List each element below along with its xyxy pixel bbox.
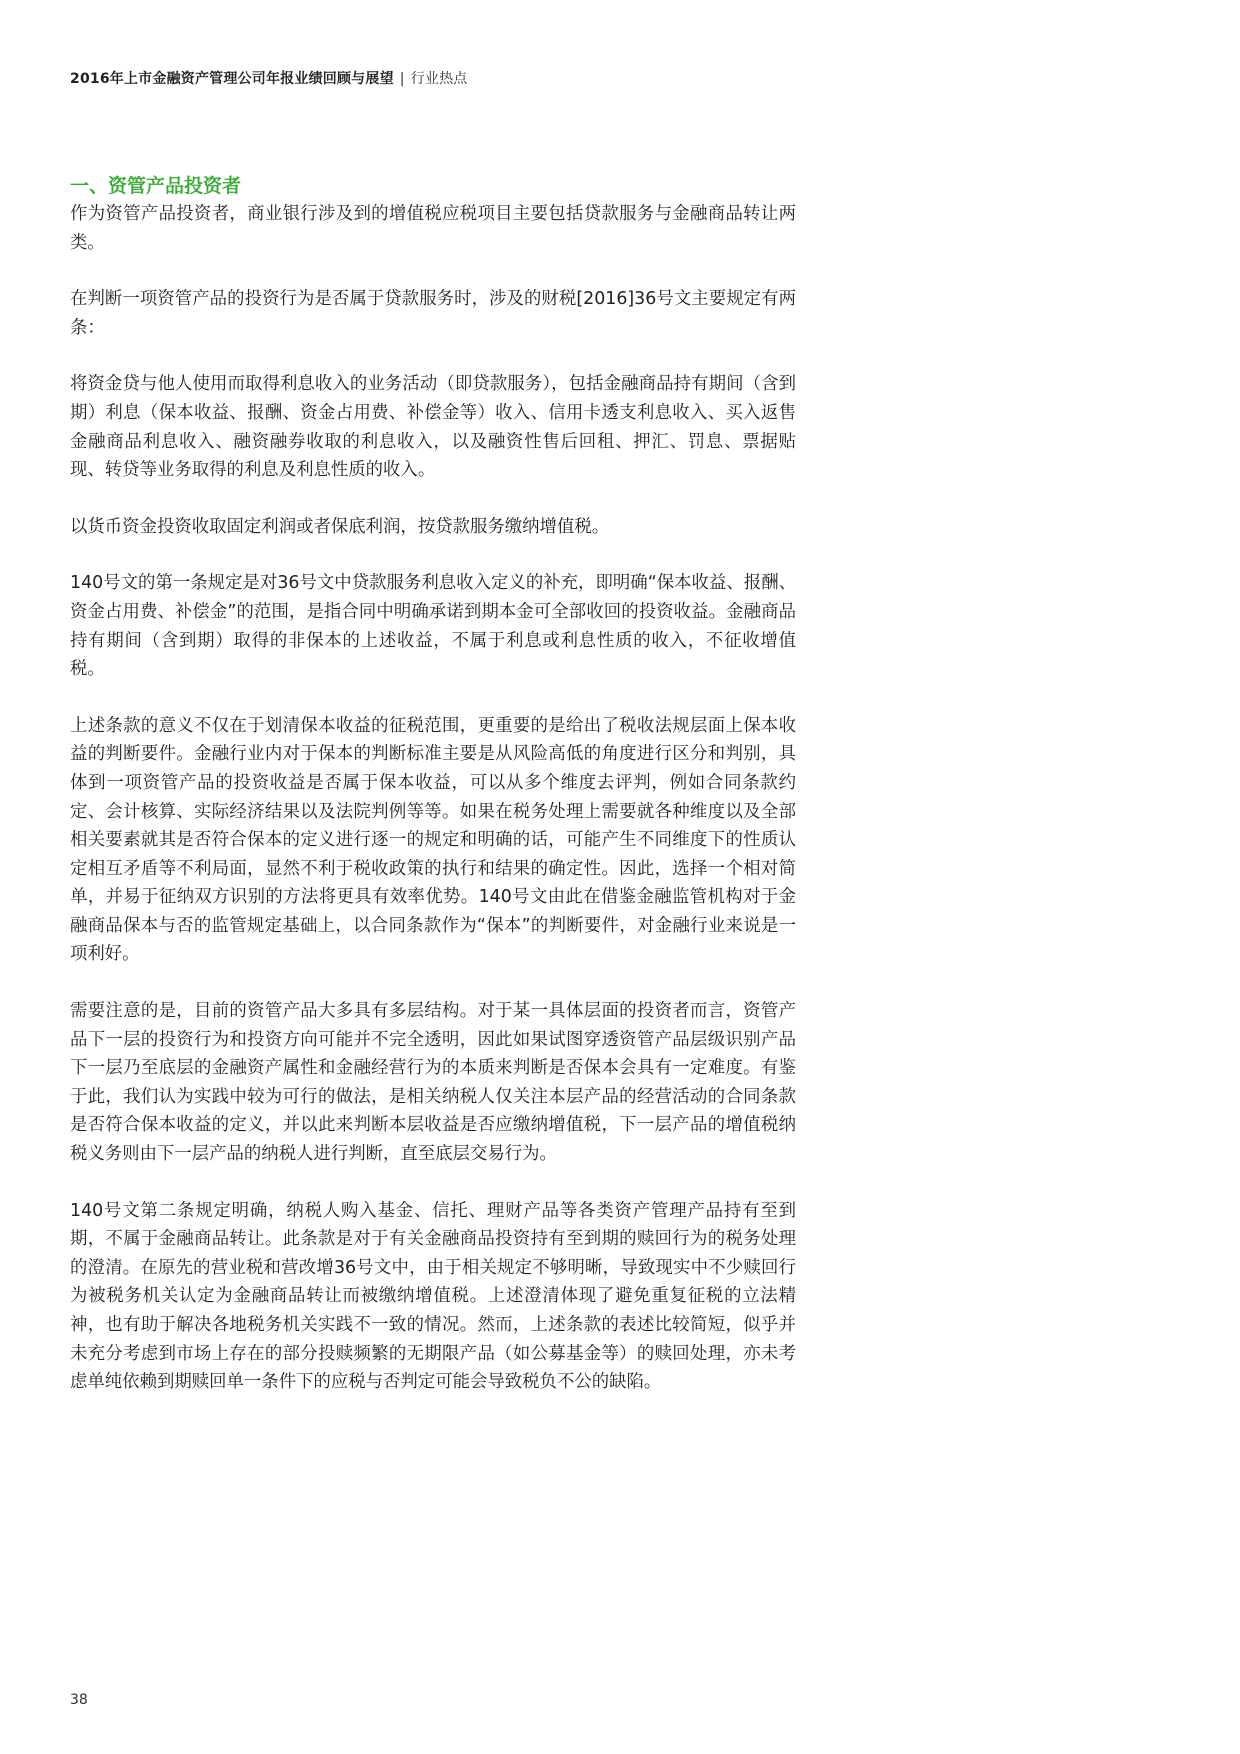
- section-heading: 一、资管产品投资者: [70, 175, 242, 197]
- paragraph-3: 将资金贷与他人使用而取得利息收入的业务活动（即贷款服务），包括金融商品持有期间（含到期）利息（保本收益、报酬、资金占用费、补偿金等）收入、信用卡透支利息收入、买入返售金融商品利息收入、融资融券收取的利息收入，以及融资性售后回租、押汇、罚息、票据贴现、转贷等业务取得的利息及利息性质的收入。: [70, 374, 796, 481]
- section-label: 行业热点: [410, 71, 468, 87]
- report-title: 2016年上市金融资产管理公司年报业绩回顾与展望: [70, 71, 394, 87]
- paragraph-1: 作为资管产品投资者，商业银行涉及到的增值税应税项目主要包括贷款服务与金融商品转让两类。: [70, 204, 796, 253]
- paragraph-2: 在判断一项资管产品的投资行为是否属于贷款服务时，涉及的财税[2016]36号文主要规定有两条：: [70, 289, 796, 338]
- article-body: [70, 172, 796, 1425]
- running-header: [70, 68, 468, 88]
- paragraph-5: 140号文的第一条规定是对36号文中贷款服务利息收入定义的补充，即明确“保本收益、报酬、资金占用费、补偿金”的范围，是指合同中明确承诺到期本金可全部收回的投资收益。金融商品持有期间（含到期）取得的非保本的上述收益，不属于利息或利息性质的收入，不征收增值税。: [70, 573, 796, 680]
- page-number: 38: [70, 1692, 88, 1708]
- paragraph-8: 140号文第二条规定明确，纳税人购入基金、信托、理财产品等各类资产管理产品持有至到期，不属于金融商品转让。此条款是对于有关金融商品投资持有至到期的赎回行为的税务处理的澄清。在原先的营业税和营改增36号文中，由于相关规定不够明晰，导致现实中不少赎回行为被税务机关认定为金融商品转让而被缴纳增值税。上述澄清体现了避免重复征税的立法精神，也有助于解决各地税务机关实践不一致的情况。然而，上述条款的表述比较简短，似乎并未充分考虑到市场上存在的部分投赎频繁的无期限产品（如公募基金等）的赎回处理，亦未考虑单纯依赖到期赎回单一条件下的应税与否判定可能会导致税负不公的缺陷。: [70, 1200, 796, 1393]
- paragraph-4: 以货币资金投资收取固定利润或者保底利润，按贷款服务缴纳增值税。: [70, 516, 610, 537]
- header-separator: |: [399, 71, 405, 87]
- paragraph-6: 上述条款的意义不仅在于划清保本收益的征税范围，更重要的是给出了税收法规层面上保本收益的判断要件。金融行业内对于保本的判断标准主要是从风险高低的角度进行区分和判别，具体到一项资管产品的投资收益是否属于保本收益，可以从多个维度去评判，例如合同条款约定、会计核算、实际经济结果以及法院判例等等。如果在税务处理上需要就各种维度以及全部相关要素就其是否符合保本的定义进行逐一的规定和明确的话，可能产生不同维度下的性质认定相互矛盾等不利局面，显然不利于税收政策的执行和结果的确定性。因此，选择一个相对简单，并易于征纳双方识别的方法将更具有效率优势。140号文由此在借鉴金融监管机构对于金融商品保本与否的监管规定基础上，以合同条款作为“保本”的判断要件，对金融行业来说是一项利好。: [70, 715, 796, 965]
- paragraph-7: 需要注意的是，目前的资管产品大多具有多层结构。对于某一具体层面的投资者而言，资管产品下一层的投资行为和投资方向可能并不完全透明，因此如果试图穿透资管产品层级识别产品下一层乃至底层的金融资产属性和金融经营行为的本质来判断是否保本会具有一定难度。有鉴于此，我们认为实践中较为可行的做法，是相关纳税人仅关注本层产品的经营活动的合同条款是否符合保本收益的定义，并以此来判断本层收益是否应缴纳增值税，下一层产品的增值税纳税义务则由下一层产品的纳税人进行判断，直至底层交易行为。: [70, 1001, 796, 1165]
